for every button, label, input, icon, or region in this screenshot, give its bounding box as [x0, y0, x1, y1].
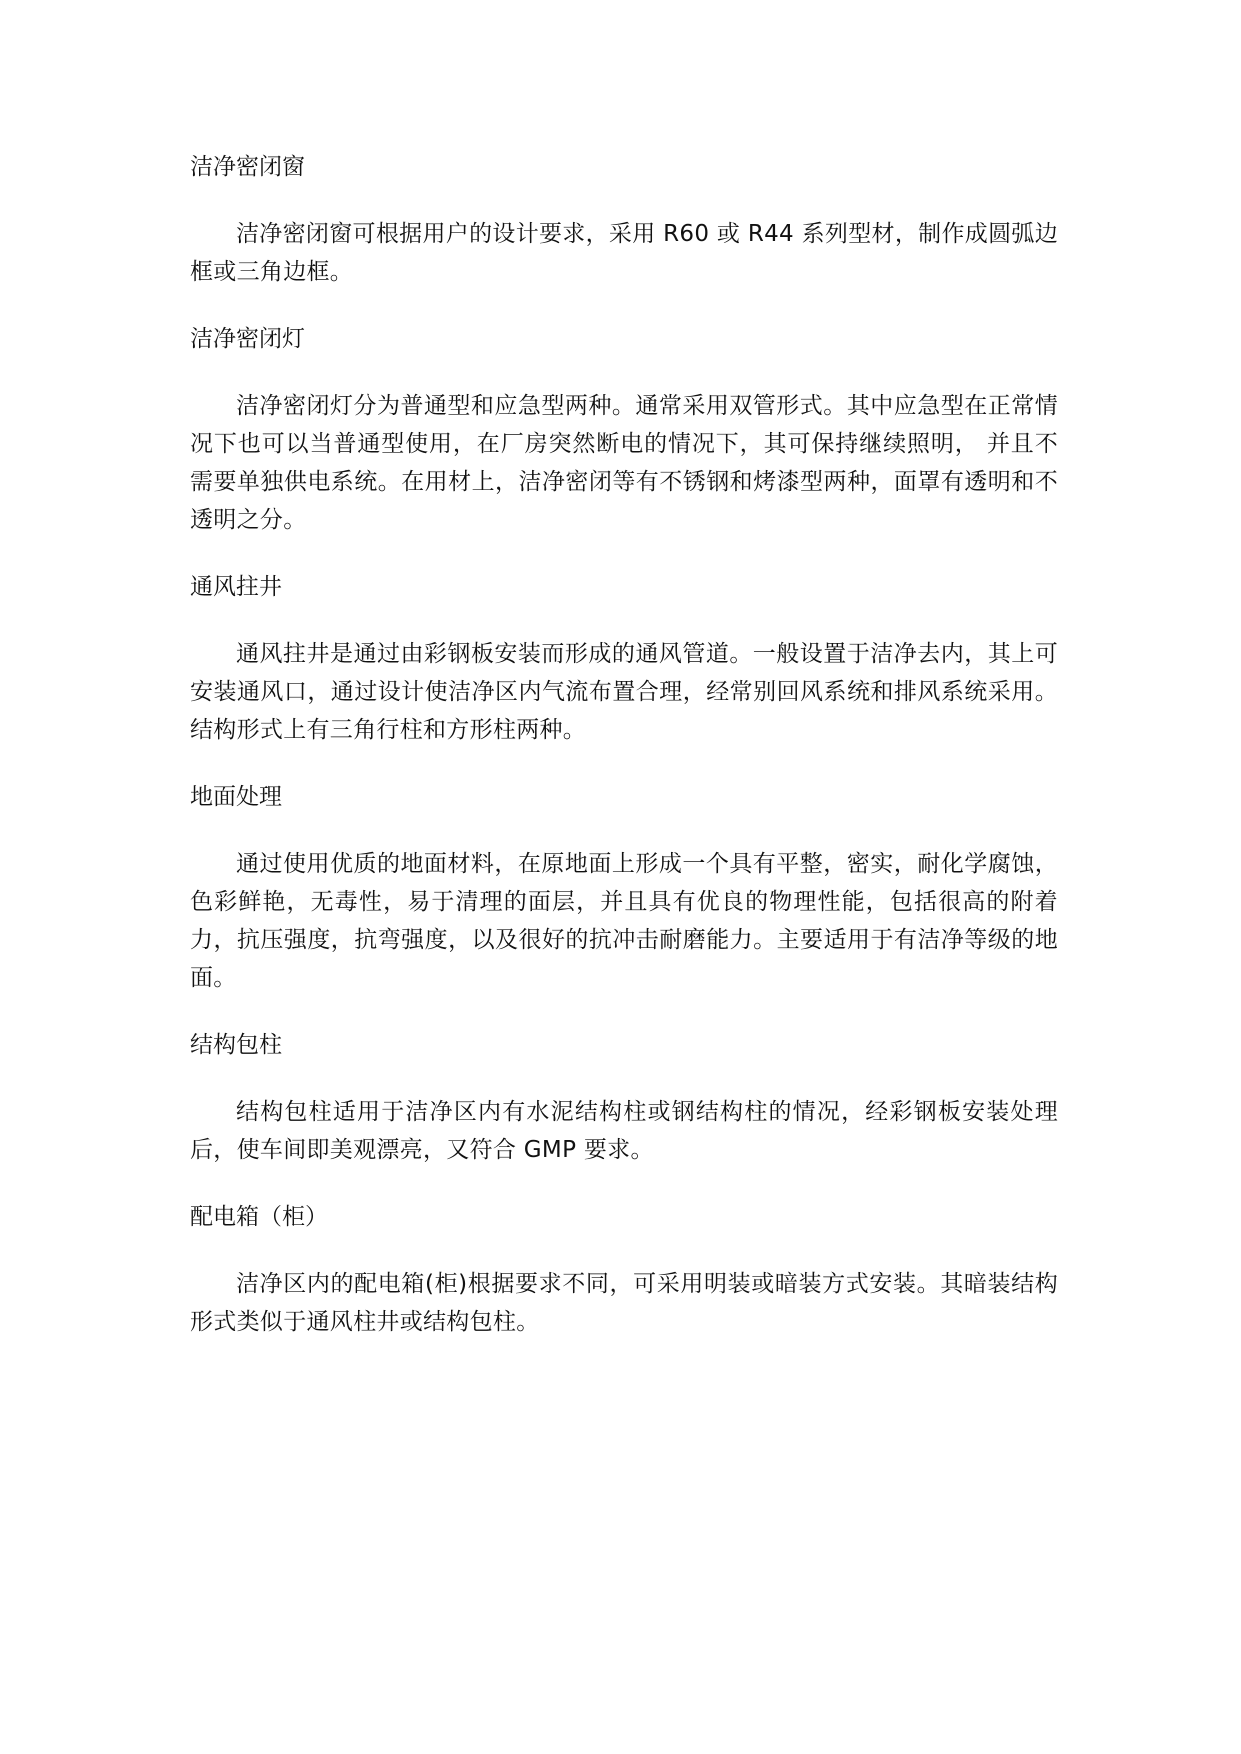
section-clean-sealed-window	[190, 148, 1058, 291]
section-heading: 通风拄井	[190, 574, 282, 600]
section-distribution-box	[190, 1198, 1058, 1341]
section-column-cladding	[190, 1026, 1058, 1169]
section-heading: 洁净密闭灯	[190, 326, 305, 352]
section-heading: 洁净密闭窗	[190, 154, 305, 180]
section-clean-sealed-lamp	[190, 320, 1058, 539]
section-floor-treatment	[190, 778, 1058, 997]
section-ventilation-shaft	[190, 568, 1058, 749]
section-heading: 地面处理	[190, 784, 282, 810]
section-body: 通过使用优质的地面材料，在原地面上形成一个具有平整，密实，耐化学腐蚀，色彩鲜艳，无毒性，易于清理的面层，并且具有优良的物理性能，包括很高的附着力，抗压强度，抗弯强度，以及很好的抗冲击耐磨能力。主要适用于有洁净等级的地面。	[190, 851, 1058, 991]
section-heading: 配电箱（柜）	[190, 1204, 328, 1230]
section-body: 洁净密闭窗可根据用户的设计要求，采用 R60 或 R44 系列型材，制作成圆弧边框或三角边框。	[190, 221, 1058, 285]
section-body: 洁净密闭灯分为普通型和应急型两种。通常采用双管形式。其中应急型在正常情况下也可以当普通型使用，在厂房突然断电的情况下，其可保持继续照明， 并且不需要单独供电系统。在用材上，洁净密闭等有不锈钢和烤漆型两种，面罩有透明和不透明之分。	[190, 393, 1058, 533]
section-body: 结构包柱适用于洁净区内有水泥结构柱或钢结构柱的情况，经彩钢板安装处理后，使车间即美观漂亮，又符合 GMP 要求。	[190, 1099, 1058, 1163]
section-body: 洁净区内的配电箱(柜)根据要求不同，可采用明装或暗装方式安装。其暗装结构形式类似于通风柱井或结构包柱。	[190, 1271, 1058, 1335]
section-heading: 结构包柱	[190, 1032, 282, 1058]
document-page	[190, 148, 1058, 1370]
section-body: 通风拄井是通过由彩钢板安装而形成的通风管道。一般设置于洁净去内，其上可安装通风口，通过设计使洁净区内气流布置合理，经常别回风系统和排风系统采用。结构形式上有三角行柱和方形柱两种。	[190, 641, 1058, 743]
